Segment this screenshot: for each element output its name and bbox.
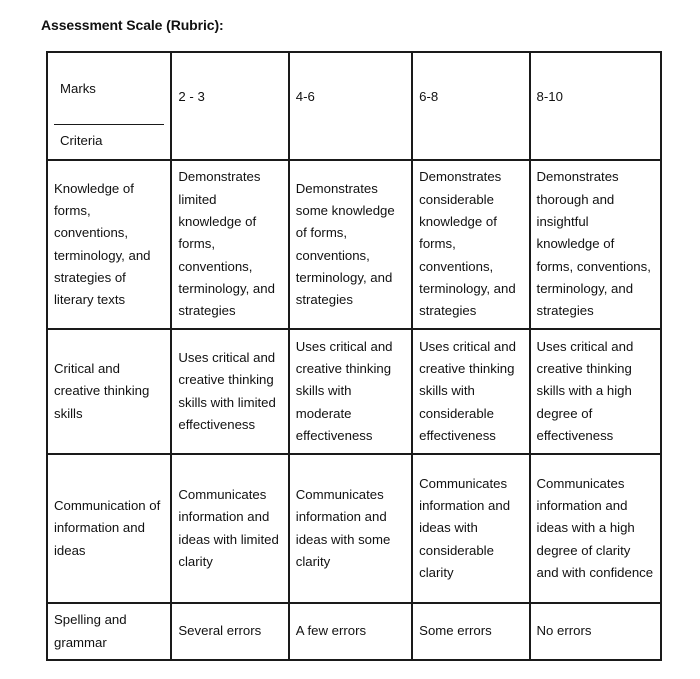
descriptor-cell: Communicates information and ideas with limited clarity	[171, 454, 288, 603]
table-row	[47, 160, 661, 329]
descriptor-cell: Demonstrates thorough and insightful knowledge of forms, conventions, terminology, and strategies	[530, 160, 661, 329]
descriptor-cell: Uses critical and creative thinking skills with considerable effectiveness	[412, 329, 529, 454]
marks-label: Marks	[54, 54, 164, 125]
descriptor-cell: A few errors	[289, 603, 412, 660]
marks-criteria-header-cell	[47, 52, 171, 160]
descriptor-cell: Demonstrates some knowledge of forms, conventions, terminology, and strategies	[289, 160, 412, 329]
descriptor-cell: Uses critical and creative thinking skills with a high degree of effectiveness	[530, 329, 661, 454]
table-row	[47, 454, 661, 603]
descriptor-cell: Communicates information and ideas with some clarity	[289, 454, 412, 603]
descriptor-cell: Some errors	[412, 603, 529, 660]
table-row	[47, 603, 661, 660]
descriptor-cell: No errors	[530, 603, 661, 660]
criterion-cell: Spelling and grammar	[47, 603, 171, 660]
level-header-8-10: 8-10	[530, 52, 661, 160]
level-header-4-6: 4-6	[289, 52, 412, 160]
criterion-cell: Communication of information and ideas	[47, 454, 171, 603]
criterion-cell: Knowledge of forms, conventions, terminology, and strategies of literary texts	[47, 160, 171, 329]
descriptor-cell: Several errors	[171, 603, 288, 660]
header-row	[47, 52, 661, 160]
level-header-2-3: 2 - 3	[171, 52, 288, 160]
level-header-6-8: 6-8	[412, 52, 529, 160]
descriptor-cell: Uses critical and creative thinking skills with limited effectiveness	[171, 329, 288, 454]
descriptor-cell: Communicates information and ideas with considerable clarity	[412, 454, 529, 603]
criterion-cell: Critical and creative thinking skills	[47, 329, 171, 454]
page-title: Assessment Scale (Rubric):	[41, 17, 224, 33]
descriptor-cell: Demonstrates limited knowledge of forms, conventions, terminology, and strategies	[171, 160, 288, 329]
rubric-table	[46, 51, 662, 661]
descriptor-cell: Uses critical and creative thinking skills with moderate effectiveness	[289, 329, 412, 454]
table-row	[47, 329, 661, 454]
criteria-label: Criteria	[60, 133, 103, 149]
descriptor-cell: Communicates information and ideas with a high degree of clarity and with confidence	[530, 454, 661, 603]
descriptor-cell: Demonstrates considerable knowledge of forms, conventions, terminology, and strategies	[412, 160, 529, 329]
